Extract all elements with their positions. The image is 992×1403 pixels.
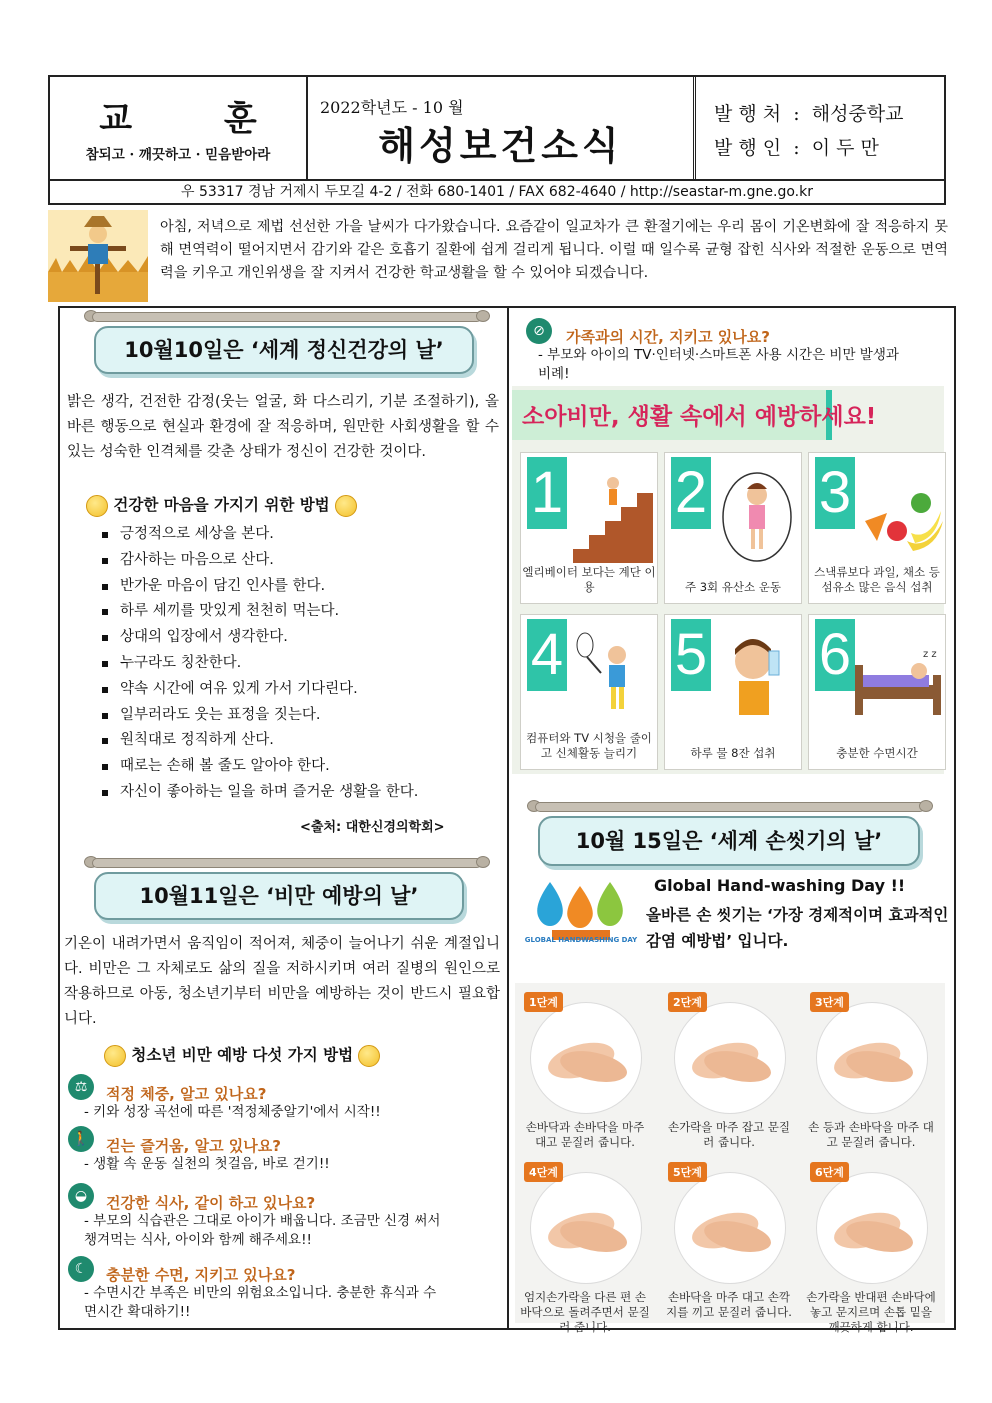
school-motto — [50, 77, 308, 181]
tip-title: 적정 체중, 알고 있나요? — [106, 1085, 267, 1103]
card-caption: 스낵류보다 과일, 채소 등 섬유소 많은 음식 섭취 — [814, 565, 940, 594]
hands-illustration — [674, 1172, 786, 1284]
hands-illustration — [530, 1002, 642, 1114]
banner-rod — [92, 858, 482, 868]
handwashing-banner: 10월 15일은 ‘세계 손씻기의 날’ — [538, 816, 920, 866]
card-number: 1 — [527, 457, 567, 529]
mental-health-item: 일부러라도 웃는 표정을 짓는다. — [100, 703, 500, 729]
smiley-icon — [358, 1045, 380, 1067]
card-number: 6 — [815, 619, 855, 691]
jump-rope-illustration — [717, 469, 797, 565]
handwashing-english: Global Hand-washing Day !! — [654, 876, 906, 895]
no-tv-icon: ⊘ — [526, 318, 552, 344]
handwashing-step — [520, 988, 650, 1170]
handwashing-desc: 올바른 손 씻기는 ‘가장 경제적이며 효과적인 감염 예방법’ 입니다. — [646, 906, 949, 950]
step-label: 5단계 — [668, 1162, 707, 1182]
obesity-subhead-text: 청소년 비만 예방 다섯 가지 방법 — [131, 1046, 354, 1064]
logo-date: OCTOBER 15 — [557, 957, 607, 965]
mental-health-item: 하루 세끼를 맛있게 천천히 먹는다. — [100, 599, 500, 625]
publisher-info — [696, 77, 946, 181]
prevention-card — [664, 452, 802, 604]
mental-subhead-text: 건강한 마음을 가지기 위한 방법 — [113, 496, 330, 514]
publisher-org-label: 발 행 처 — [714, 103, 782, 125]
publisher-org-value: 해성중학교 — [811, 103, 904, 125]
step-caption: 손 등과 손바닥을 마주 대고 문질러 줍니다. — [808, 1120, 934, 1149]
tip-text: - 부모의 식습관은 그대로 아이가 배웁니다. 조금만 신경 써서 챙겨먹는 식사, 아이와 함께 해주세요!! — [84, 1213, 441, 1248]
hands-illustration — [816, 1002, 928, 1114]
prevention-card — [664, 614, 802, 770]
handwashing-step — [664, 988, 794, 1170]
handwashing-step — [806, 988, 936, 1170]
card-caption: 충분한 수면시간 — [836, 746, 918, 760]
publisher-org: 발 행 처 : 해성중학교 — [714, 103, 904, 125]
tip-title: 걷는 즐거움, 알고 있나요? — [106, 1137, 281, 1155]
handwashing-step — [520, 1158, 650, 1340]
mental-health-list — [100, 522, 500, 806]
sleeping-illustration — [853, 645, 943, 721]
card-number: 3 — [815, 457, 855, 529]
banner-rod-cap — [476, 310, 490, 322]
mental-health-item: 자신이 좋아하는 일을 하며 즐거운 생활을 한다. — [100, 780, 500, 806]
mental-health-item: 때로는 손해 볼 줄도 알아야 한다. — [100, 754, 500, 780]
step-caption: 엄지손가락을 다른 편 손바닥으로 돌려주면서 문질러 줍니다. — [520, 1290, 650, 1334]
tip-text: - 부모와 아이의 TV·인터넷·스마트폰 사용 시간은 비만 발생과 비례! — [538, 347, 899, 382]
newsletter-title: 해성보건소식 — [378, 123, 623, 168]
intro-text: 아침, 저녁으로 제법 선선한 가을 날씨가 다가왔습니다. 요즘같이 일교차가 큰 환절기에는 우리 몸이 기온변화에 잘 적응하지 못해 면역력이 떨어지면서 감기와 같은 호흡기 질환에 쉽게 걸리게 됩니다. 이럴 때 일수록 균형 잡힌 식사와 적절한 운동으로 면역력을 키우고 개인위생을 잘 지켜서 건강한 학교생활을 할 수 있어야 되겠습니다. — [160, 219, 948, 281]
step-label: 2단계 — [668, 992, 707, 1012]
drinking-water-illustration — [717, 629, 797, 719]
walking-icon: 🚶 — [68, 1126, 94, 1152]
prevention-card — [808, 614, 946, 770]
step-caption: 손가락을 마주 잡고 문질러 줍니다. — [667, 1120, 791, 1149]
stairs-illustration — [573, 473, 653, 563]
mental-health-item: 감사하는 마음으로 산다. — [100, 548, 500, 574]
tip-text: - 수면시간 부족은 비만의 위험요소입니다. 충분한 휴식과 수면시간 확대하기!! — [84, 1285, 437, 1320]
card-number: 5 — [671, 619, 711, 691]
card-caption: 컴퓨터와 TV 시청을 줄이고 신체활동 늘리기 — [526, 731, 652, 760]
badminton-illustration — [573, 627, 653, 717]
step-label: 4단계 — [524, 1162, 563, 1182]
step-label: 3단계 — [810, 992, 849, 1012]
publisher-person-label: 발 행 인 — [714, 137, 782, 159]
card-caption: 주 3회 유산소 운동 — [684, 580, 782, 594]
hands-illustration — [674, 1002, 786, 1114]
obesity-banner: 10월11일은 ‘비만 예방의 날’ — [94, 872, 464, 920]
newsletter-title-box — [308, 77, 696, 181]
mental-health-item: 상대의 입장에서 생각한다. — [100, 625, 500, 651]
card-caption: 엘리베이터 보다는 계단 이용 — [522, 565, 656, 594]
tip-text: - 생활 속 운동 실천의 첫걸음, 바로 걷기!! — [84, 1156, 330, 1172]
school-address: 우 53317 경남 거제시 두모길 4-2 / 전화 680-1401 / FAX 682-4640 / http://seastar-m.gne.go.kr — [48, 181, 946, 205]
banner-rod-cap — [476, 856, 490, 868]
obesity-subhead — [104, 1043, 380, 1067]
global-handwashing-day-logo — [522, 878, 640, 940]
tip-title: 가족과의 시간, 지키고 있나요? — [566, 328, 770, 346]
masthead — [48, 75, 946, 181]
logo-text: GLOBAL HANDWASHING DAY — [524, 936, 638, 944]
prevention-card — [520, 614, 658, 770]
smiley-icon — [335, 495, 357, 517]
step-caption: 손가락을 반대편 손바닥에 놓고 문지르며 손톱 밑을 깨끗하게 합니다. — [806, 1290, 936, 1334]
issue-date: 2022학년도 - 10 월 — [320, 98, 464, 117]
step-caption: 손바닥과 손바닥을 마주 대고 문질러 줍니다. — [525, 1120, 645, 1149]
banner-rod — [92, 312, 482, 322]
prevention-card — [520, 452, 658, 604]
tip-text: - 키와 성장 곡선에 따른 '적정체중알기'에서 시작!! — [84, 1104, 381, 1120]
mental-health-subhead — [86, 493, 357, 517]
publisher-person-value: 이 두 만 — [811, 137, 879, 159]
banner-rod — [535, 802, 925, 812]
handwashing-step — [806, 1158, 936, 1340]
handwashing-step — [664, 1158, 794, 1340]
fruit-illustration — [857, 481, 945, 553]
smiley-icon — [104, 1045, 126, 1067]
step-caption: 손바닥을 마주 대고 손깍지를 끼고 문질러 줍니다. — [666, 1290, 792, 1319]
card-number: 4 — [527, 619, 567, 691]
source-note: <출처: 대한신경의학회> — [300, 820, 445, 835]
card-caption: 하루 물 8잔 섭취 — [690, 746, 776, 760]
moon-icon: ☾ — [68, 1256, 94, 1282]
scarecrow-illustration — [48, 210, 148, 302]
obesity-paragraph: 기온이 내려가면서 움직임이 적어져, 체중이 늘어나기 쉬운 계절입니다. 비만은 그 자체로도 삶의 질을 저하시키며 여러 질병의 원인으로 작용하므로 아동, 청소년기부터 비만을 예방하는 것이 반드시 필요합니다. — [64, 936, 500, 1027]
banner-rod-cap — [919, 800, 933, 812]
mental-health-item: 누구라도 칭찬한다. — [100, 651, 500, 677]
mental-health-item: 원칙대로 정직하게 산다. — [100, 728, 500, 754]
hands-illustration — [530, 1172, 642, 1284]
mental-health-banner: 10월10일은 ‘세계 정신건강의 날’ — [94, 326, 474, 374]
prevention-card — [808, 452, 946, 604]
column-divider — [507, 306, 509, 1330]
publisher-person: 발 행 인 : 이 두 만 — [714, 137, 879, 159]
mental-health-item: 반가운 마음이 담긴 인사를 한다. — [100, 574, 500, 600]
meal-icon: ◒ — [68, 1183, 94, 1209]
smiley-icon — [86, 495, 108, 517]
tip-title: 충분한 수면, 지키고 있나요? — [106, 1266, 296, 1284]
step-label: 1단계 — [524, 992, 563, 1012]
motto-text: 참되고 · 깨끗하고 · 믿음받아라 — [85, 147, 271, 163]
mental-health-item: 긍정적으로 세상을 본다. — [100, 522, 500, 548]
card-number: 2 — [671, 457, 711, 529]
svg-text:z z: z z — [923, 649, 937, 660]
mental-health-item: 약속 시간에 여유 있게 가서 기다린다. — [100, 677, 500, 703]
prevention-title: 소아비만, 생활 속에서 예방하세요! — [522, 404, 877, 430]
intro-section — [48, 210, 946, 302]
tip-title: 건강한 식사, 같이 하고 있나요? — [106, 1194, 316, 1212]
motto-title: 교 훈 — [99, 99, 297, 139]
step-label: 6단계 — [810, 1162, 849, 1182]
mental-health-paragraph: 밝은 생각, 건전한 감정(웃는 얼굴, 화 다스리기, 기분 조절하기), 올바른 행동으로 현실과 환경에 잘 적응하며, 원만한 사회생활을 할 수 있는 성숙한 인격체를 갖춘 상태가 정신이 건강한 것이다. — [67, 394, 499, 460]
scale-icon: ⚖ — [68, 1074, 94, 1100]
hands-illustration — [816, 1172, 928, 1284]
